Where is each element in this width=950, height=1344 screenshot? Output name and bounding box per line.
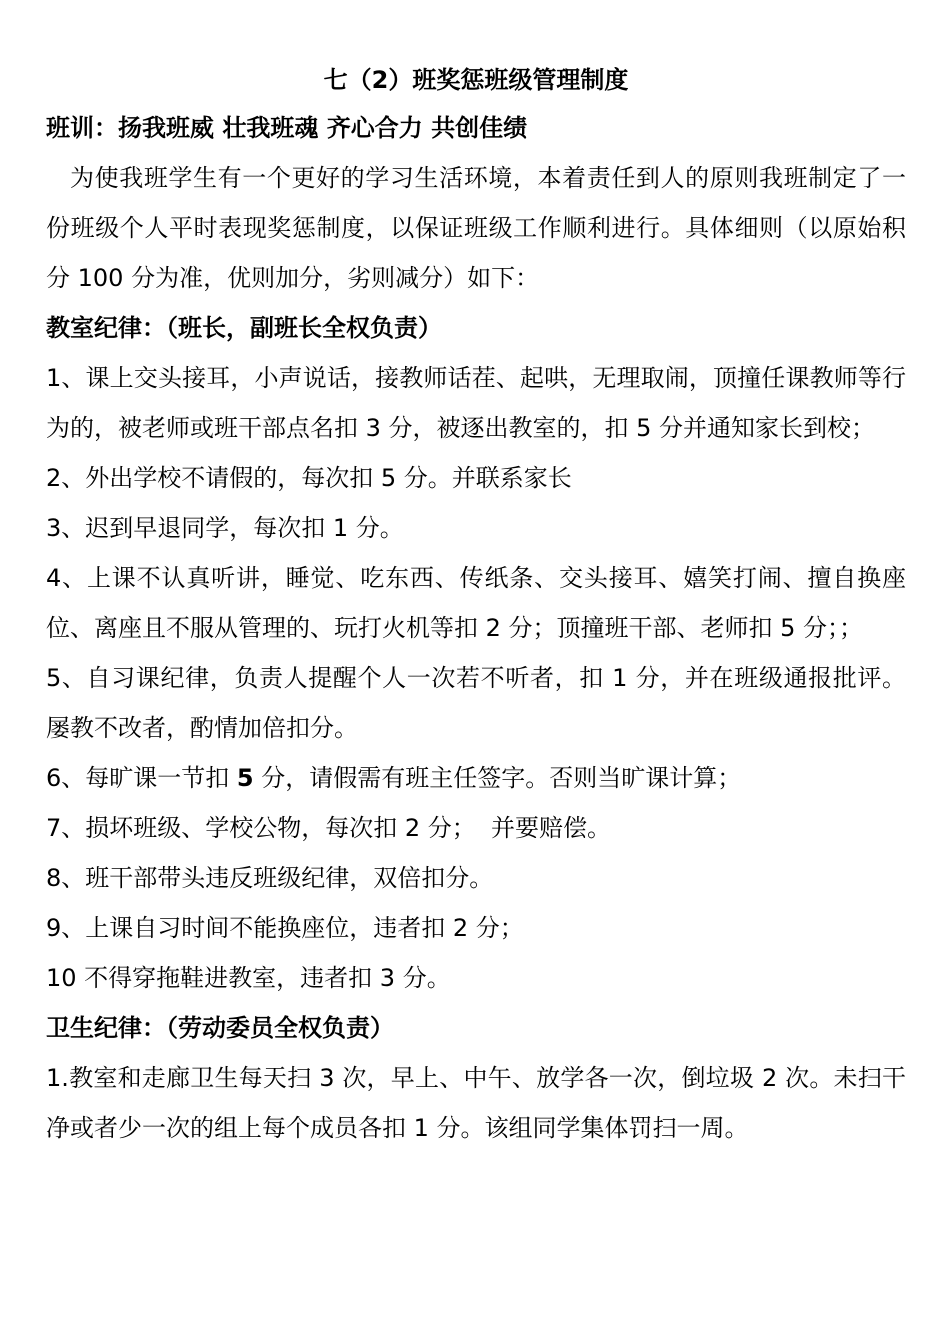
hygiene-discipline-heading: 卫生纪律：（劳动委员全权负责） [46,1014,394,1042]
rule-6-points: 5 [236,764,254,792]
classroom-discipline-heading: 教室纪律：（班长，副班长全权负责） [46,314,442,342]
rule-6-before: 6、每旷课一节扣 [46,764,237,792]
classroom-rule-7: 7、损坏班级、学校公物，每次扣 2 分； 并要赔偿。 [46,814,612,842]
intro-paragraph: 为使我班学生有一个更好的学习生活环境，本着责任到人的原则我班制定了一份班级个人平时表现奖惩制度，以保证班级工作顺利进行。具体细则（以原始积分 100 分为准，优则加分，劣则减分）如下： [46,164,906,292]
classroom-rule-6 [46,753,906,803]
classroom-rule-3: 3、迟到早退同学，每次扣 1 分。 [46,514,404,542]
classroom-rule-10: 10 不得穿拖鞋进教室，违者扣 3 分。 [46,964,451,992]
document-title: 七（2）班奖惩班级管理制度 [323,66,629,94]
class-motto: 班训：扬我班威 壮我班魂 齐心合力 共创佳绩 [46,114,528,142]
classroom-rule-2: 2、外出学校不请假的，每次扣 5 分。并联系家长 [46,464,572,492]
classroom-rule-4: 4、上课不认真听讲，睡觉、吃东西、传纸条、交头接耳、嬉笑打闹、擅自换座位、离座且不服从管理的、玩打火机等扣 2 分；顶撞班干部、老师扣 5 分；； [46,564,906,642]
classroom-rule-8: 8、班干部带头违反班级纪律，双倍扣分。 [46,864,494,892]
hygiene-rule-1: 1.教室和走廊卫生每天扫 3 次，早上、中午、放学各一次，倒垃圾 2 次。未扫干净或者少一次的组上每个成员各扣 1 分。该组同学集体罚扫一周。 [46,1064,906,1142]
classroom-rule-9: 9、上课自习时间不能换座位，违者扣 2 分； [46,914,524,942]
classroom-rule-5: 5、自习课纪律，负责人提醒个人一次若不听者，扣 1 分，并在班级通报批评。屡教不改者，酌情加倍扣分。 [46,664,906,742]
classroom-rule-1: 1、课上交头接耳，小声说话，接教师话茬、起哄，无理取闹，顶撞任课教师等行为的，被老师或班干部点名扣 3 分，被逐出教室的，扣 5 分并通知家长到校； [46,364,906,442]
rule-6-after: 分，请假需有班主任签字。否则当旷课计算； [253,764,742,792]
